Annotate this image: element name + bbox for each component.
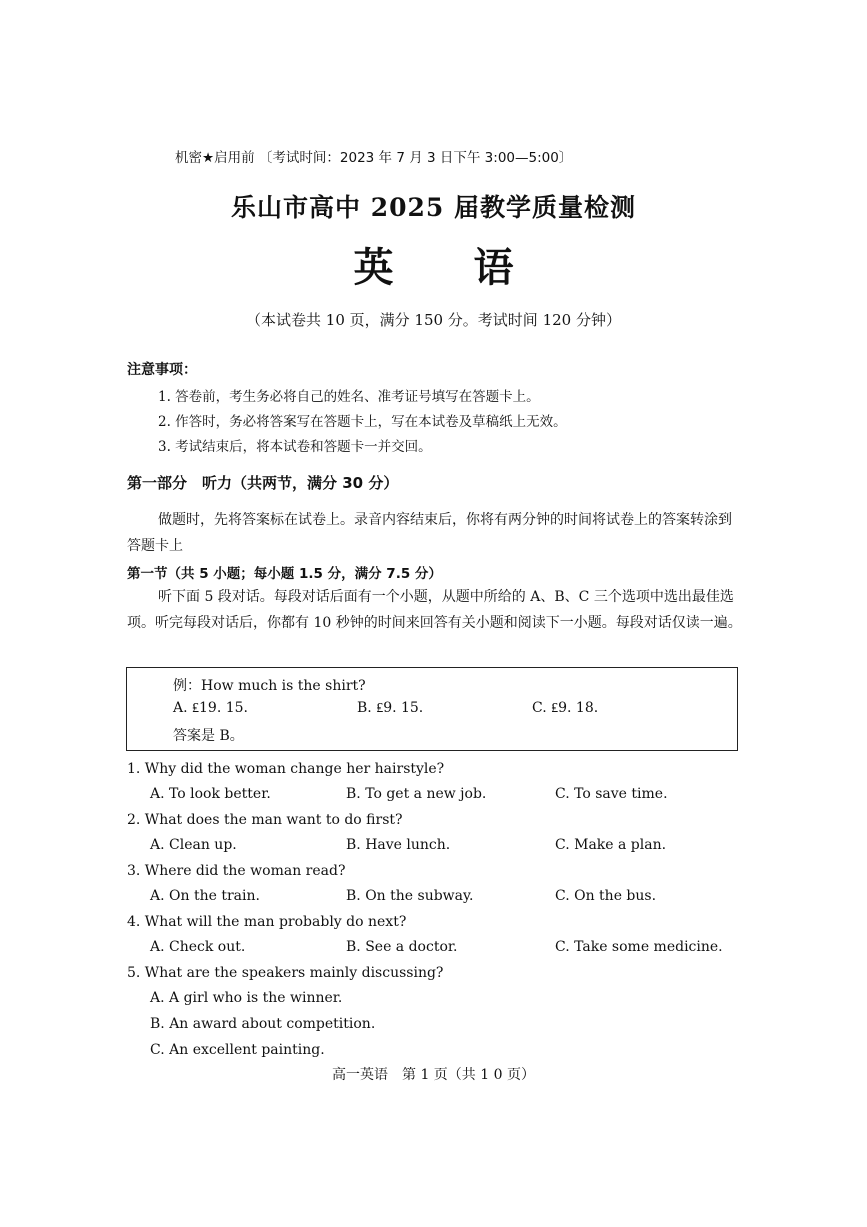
question-stem: 3. Where did the woman read?	[127, 863, 346, 879]
part1-instructions: 做题时，先将答案标在试卷上。录音内容结束后，你将有两分钟的时间将试卷上的答案转涂到答题卡上	[127, 512, 732, 554]
part1-heading: 第一部分 听力（共两节，满分 30 分）	[127, 474, 399, 492]
option-b: B. To get a new job.	[346, 786, 487, 802]
option-a: A. Check out.	[150, 939, 246, 955]
example-option-b: B. ₤9. 15.	[357, 700, 424, 716]
section1-instructions: 听下面 5 段对话。每段对话后面有一个小题，从题中所给的 A、B、C 三个选项中选出最佳选项。听完每段对话后，你都有 10 秒钟的时间来回答有关小题和阅读下一小题。每段对话仅读一遍。	[127, 589, 742, 631]
notes-title: 注意事项：	[127, 362, 197, 378]
page-footer: 高一英语 第 1 页（共 1 0 页）	[332, 1067, 535, 1083]
note-item: 2. 作答时，务必将答案写在答题卡上，写在本试卷及草稿纸上无效。	[158, 414, 567, 430]
option-c: C. An excellent painting.	[150, 1042, 325, 1058]
exam-title: 乐山市高中 2025 届教学质量检测	[231, 193, 636, 222]
paper-info: （本试卷共 10 页，满分 150 分。考试时间 120 分钟）	[246, 311, 621, 329]
option-a: A. A girl who is the winner.	[150, 990, 343, 1006]
subject-char-1: 英	[353, 244, 394, 291]
example-option-a: A. ₤19. 15.	[173, 700, 248, 716]
option-c: C. Make a plan.	[555, 837, 667, 853]
confidential-notice: 机密★启用前 〔考试时间：2023 年 7 月 3 日下午 3:00—5:00〕	[175, 150, 573, 166]
question-stem: 4. What will the man probably do next?	[127, 914, 407, 930]
option-a: A. Clean up.	[150, 837, 237, 853]
option-c: C. Take some medicine.	[555, 939, 723, 955]
question-stem: 2. What does the man want to do first?	[127, 812, 403, 828]
example-answer: 答案是 B。	[173, 728, 244, 744]
option-a: A. To look better.	[150, 786, 271, 802]
subject-char-2: 语	[473, 244, 514, 291]
subject-title	[0, 236, 867, 293]
option-c: C. On the bus.	[555, 888, 657, 904]
question-stem: 5. What are the speakers mainly discussing?	[127, 965, 444, 981]
option-b: B. An award about competition.	[150, 1016, 376, 1032]
example-option-c: C. ₤9. 18.	[532, 700, 599, 716]
question-stem: 1. Why did the woman change her hairstyle?	[127, 761, 445, 777]
option-c: C. To save time.	[555, 786, 668, 802]
option-b: B. On the subway.	[346, 888, 474, 904]
section1-heading: 第一节（共 5 小题；每小题 1.5 分，满分 7.5 分）	[127, 566, 442, 582]
note-item: 1. 答卷前，考生务必将自己的姓名、准考证号填写在答题卡上。	[158, 389, 540, 405]
example-question: 例：How much is the shirt?	[173, 678, 366, 694]
option-b: B. See a doctor.	[346, 939, 458, 955]
note-item: 3. 考试结束后，将本试卷和答题卡一并交回。	[158, 439, 432, 455]
option-a: A. On the train.	[150, 888, 260, 904]
option-b: B. Have lunch.	[346, 837, 451, 853]
